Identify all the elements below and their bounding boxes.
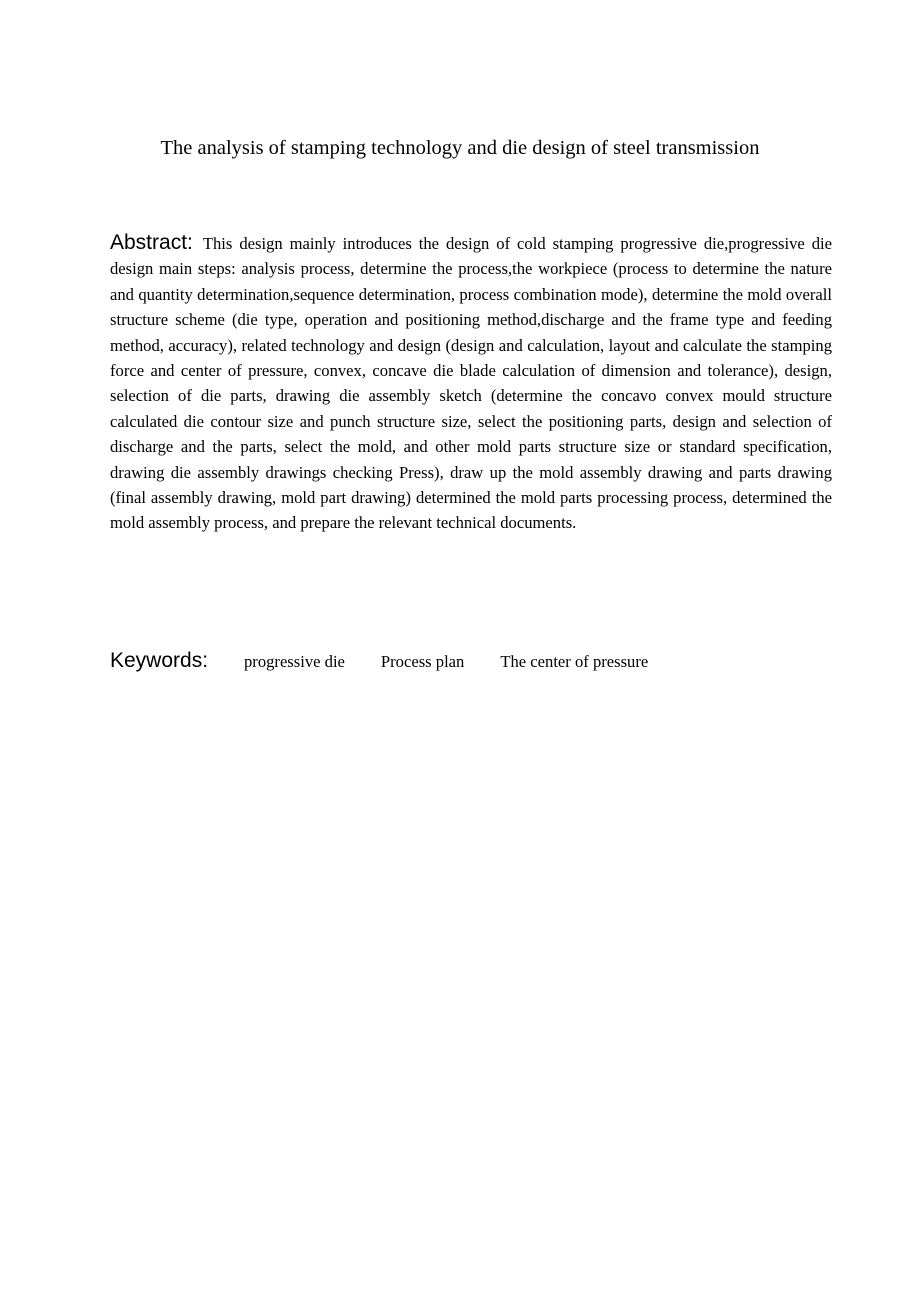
keyword-item: progressive die (244, 652, 345, 671)
keyword-item: The center of pressure (500, 652, 649, 671)
abstract-label: Abstract: (110, 231, 193, 254)
abstract-text: This design mainly introduces the design of cold stamping progressive die,progressive die design main steps: analysis process, determine the process,the workpiece (process to determine the nature and quantity determination,sequence determination, process combination mode), determine the mold overall structure scheme (die type, operation and positioning method,discharge and the frame type and feeding method, accuracy), related technology and design (design and calculation, layout and calculate the stamping force and center of pressure, convex, concave die blade calculation of dimension and tolerance), design, selection of die parts, drawing die assembly sketch (determine the concavo convex mould structure calculated die contour size and punch structure size, select the positioning parts, design and selection of discharge and the parts, select the mold, and other mold parts structure size or standard specification, drawing die assembly drawings checking Press), draw up the mold assembly drawing and parts drawing (final assembly drawing, mold part drawing) determined the mold parts processing process, determined the mold assembly process, and prepare the relevant technical documents. (110, 234, 832, 533)
keywords-line (110, 646, 832, 677)
abstract-paragraph (110, 230, 832, 536)
keywords-label: Keywords: (110, 649, 209, 672)
paper-title: The analysis of stamping technology and die design of steel transmission (160, 137, 760, 159)
keyword-item: Process plan (380, 652, 465, 671)
